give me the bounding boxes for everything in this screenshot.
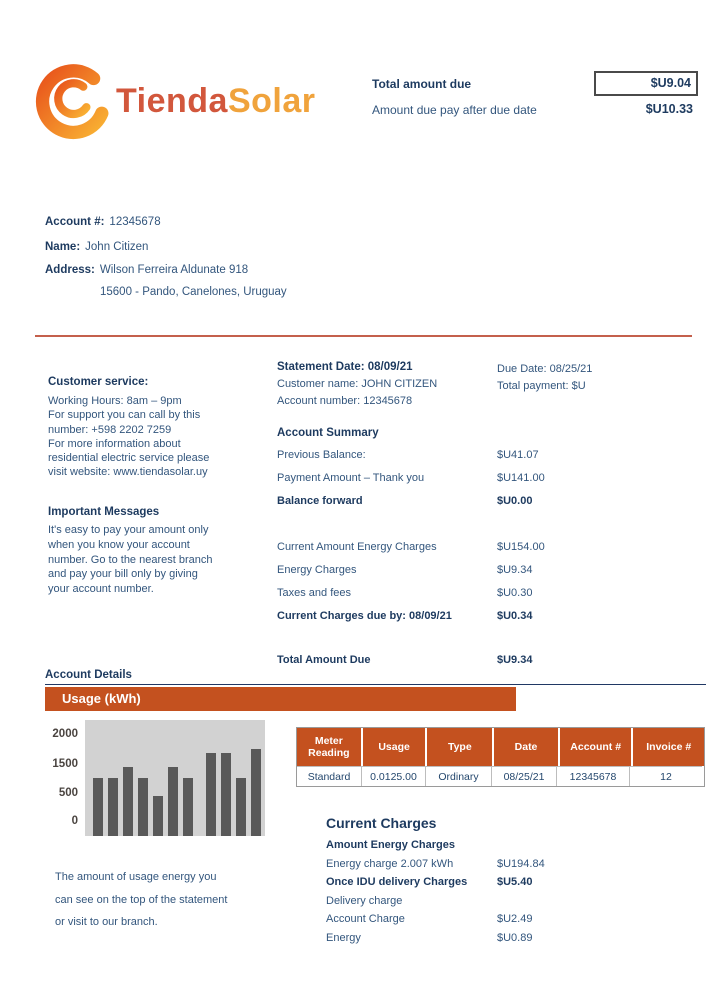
total-row-value: $U9.34 [497, 654, 533, 666]
summary-label: Payment Amount – Thank you [277, 472, 425, 484]
header-invoice: Invoice # [633, 728, 704, 766]
customer-service-text [48, 394, 280, 480]
header-meter-reading: Meter Reading [297, 728, 361, 766]
cs-line: For more information about [48, 437, 181, 450]
charges-value: $U0.30 [497, 587, 533, 599]
statement-customer-name: Customer name: JOHN CITIZEN [277, 378, 438, 390]
usage-bar [183, 778, 193, 836]
cc-value: $U2.49 [497, 913, 533, 925]
cs-line: For support you can call by this [48, 409, 201, 422]
usage-bar [168, 767, 178, 836]
account-details-heading: Account Details [45, 669, 132, 681]
usage-plot [85, 720, 265, 836]
total-amount-due-value: $U9.04 [594, 71, 698, 96]
usage-bar [138, 778, 148, 836]
account-name-line [45, 241, 148, 253]
cs-line: Working Hours: 8am – 9pm [48, 395, 182, 407]
brand-name [116, 82, 316, 121]
summary-row [277, 472, 697, 484]
usage-bar [221, 753, 231, 836]
header-type: Type [427, 728, 492, 766]
statement-date: Statement Date: 08/09/21 [277, 361, 413, 373]
current-charges-heading: Current Charges [326, 815, 437, 831]
charges-value: $U9.34 [497, 564, 533, 576]
cc-label: Energy [326, 931, 361, 944]
header-usage: Usage [363, 728, 426, 766]
brand-name-part1: Tienda [116, 82, 228, 120]
summary-value: $U141.00 [497, 472, 545, 484]
usage-bar [108, 778, 118, 836]
charges-row-due-by [277, 610, 697, 622]
cs-line: number: +598 2202 7259 [48, 423, 172, 436]
current-charges-row [326, 876, 636, 890]
account-number-value: 12345678 [109, 216, 161, 228]
total-amount-due-label: Total amount due [372, 77, 472, 91]
website-link-text: visit website: www.tiendasolar.uy [48, 466, 208, 479]
customer-service-heading: Customer service: [48, 376, 149, 388]
meter-table-header [297, 728, 704, 766]
current-charges-row [326, 932, 636, 946]
cc-label: Energy charge 2.007 kWh [326, 857, 454, 870]
account-address-value1: Wilson Ferreira Aldunate 918 [99, 264, 249, 276]
amount-after-due-value: $U10.33 [645, 102, 693, 116]
charges-row [277, 564, 697, 576]
meter-reading-table [296, 727, 705, 787]
statement-account-number: Account number: 12345678 [277, 395, 413, 407]
charges-label: Current Amount Energy Charges [277, 541, 437, 553]
im-line: It's easy to pay your amount only [48, 524, 209, 536]
charges-label: Taxes and fees [277, 587, 351, 599]
important-messages-text [48, 523, 280, 597]
account-summary-heading: Account Summary [277, 427, 379, 439]
im-line: your account number. [48, 583, 154, 596]
charges-value: $U154.00 [497, 541, 545, 553]
total-payment: Total payment: $U [497, 380, 586, 392]
charges-row [277, 541, 697, 553]
cell-account: 12345678 [557, 766, 630, 786]
account-number-label: Account #: [45, 216, 105, 228]
account-address-line2: 15600 - Pando, Canelones, Uruguay [100, 286, 287, 298]
summary-value: $U41.07 [497, 449, 539, 461]
cell-type: Ordinary [426, 766, 492, 786]
section-divider [35, 335, 692, 337]
cc-value: $U194.84 [497, 857, 545, 870]
total-amount-due-row [277, 654, 697, 666]
cc-label: Once IDU delivery Charges [326, 876, 468, 888]
account-address-label: Address: [45, 264, 95, 276]
y-tick-500: 500 [58, 787, 78, 799]
y-tick-0: 0 [71, 815, 78, 827]
cell-date: 08/25/21 [492, 766, 557, 786]
charges-label: Current Charges due by: 08/09/21 [277, 610, 452, 622]
account-details-rule [45, 684, 706, 685]
charges-row [277, 587, 697, 599]
usage-note-line: The amount of usage energy you [55, 871, 217, 883]
im-line: number. Go to the nearest branch [48, 553, 213, 566]
account-name-label: Name: [45, 241, 81, 253]
current-charges-row [326, 895, 636, 909]
usage-note-line: can see on the top of the statement [55, 893, 228, 906]
amount-after-due-label: Amount due pay after due date [372, 103, 537, 117]
account-name-value: John Citizen [85, 241, 149, 253]
charges-label: Energy Charges [277, 564, 357, 576]
account-number-line [45, 216, 161, 228]
usage-note [55, 866, 290, 934]
cc-value: $U5.40 [497, 876, 533, 888]
usage-note-line: or visit to our branch. [55, 916, 158, 928]
important-messages-heading: Important Messages [48, 506, 160, 518]
usage-bar [153, 796, 163, 836]
cell-usage: 0.0125.00 [362, 766, 426, 786]
due-date: Due Date: 08/25/21 [497, 363, 593, 375]
usage-bar [236, 778, 246, 836]
cs-line: residential electric service please [48, 452, 210, 465]
current-charges-row [326, 839, 636, 853]
cc-label: Account Charge [326, 913, 405, 925]
account-address-line [45, 264, 248, 276]
y-tick-1500: 1500 [52, 758, 78, 770]
summary-row [277, 449, 697, 461]
y-tick-2000: 2000 [52, 728, 78, 740]
charges-value: $U0.34 [497, 610, 533, 622]
usage-bar [123, 767, 133, 836]
brand-logo [30, 60, 316, 143]
summary-row-balance-forward [277, 495, 697, 507]
current-charges-list [326, 839, 636, 950]
summary-label: Previous Balance: [277, 449, 366, 461]
cell-meter-reading: Standard [297, 766, 362, 786]
sun-swirl-icon [30, 60, 110, 143]
current-charges-row [326, 858, 636, 872]
summary-label: Balance forward [277, 495, 363, 507]
usage-banner: Usage (kWh) [45, 687, 516, 711]
brand-name-part2: Solar [227, 82, 316, 120]
usage-bar [206, 753, 216, 836]
cc-label: Delivery charge [326, 894, 403, 907]
meter-table-row [297, 766, 704, 786]
header-account: Account # [560, 728, 632, 766]
summary-value: $U0.00 [497, 495, 533, 507]
im-line: when you know your account [48, 538, 190, 551]
header-date: Date [494, 728, 558, 766]
usage-bar [93, 778, 103, 836]
cc-label: Amount Energy Charges [326, 839, 455, 851]
usage-bar [251, 749, 261, 836]
im-line: and pay your bill only by giving [48, 568, 198, 581]
total-row-label: Total Amount Due [277, 654, 371, 666]
current-charges-row [326, 913, 636, 927]
cell-invoice: 12 [630, 766, 702, 786]
cc-value: $U0.89 [497, 931, 533, 944]
